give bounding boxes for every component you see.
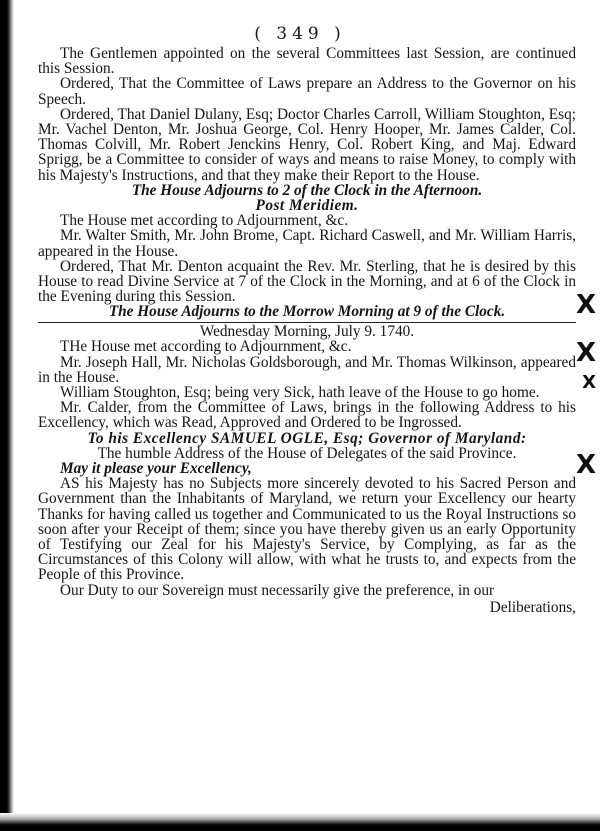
paragraph-house-met-2: THe House met according to Adjournment, &c. xyxy=(60,338,352,356)
paragraph-committees-continued: The Gentlemen appointed on the several Committees last Session, are continued this Session. xyxy=(38,45,576,78)
address-title: The humble Address of the House of Delegates of the said Province. xyxy=(97,444,517,462)
document-body xyxy=(38,46,576,615)
paragraph-order-committee: Ordered, That Daniel Dulany, Esq; Doctor Charles Carroll, William Stoughton, Esq; Mr. Vachel Denton, Mr. Joshua George, Col. Henry Hooper, Mr. James Calder, Col. Thomas Colvill, Mr. Robert Jenckins Henry, Col. Robert King, and Maj. Edward Sprigg, be a Committee to consider of ways and means to raise Money, to comply with his Majesty's Instructions, and that they make their Report to the House. xyxy=(38,105,576,184)
scan-left-edge xyxy=(0,0,14,831)
catchword: Deliberations, xyxy=(489,598,576,616)
adjournment-morrow: The House Adjourns to the Morrow Morning at 9 of the Clock. xyxy=(108,303,506,321)
paragraph-order-sterling: Ordered, That Mr. Denton acquaint the Rev. Mr. Sterling, that he is desired by this House to read Divine Service at 7 of the Clock in the Morning, and at 6 of the Clock in the Evening during this Session. xyxy=(38,257,576,306)
paragraph-stoughton-leave: William Stoughton, Esq; being very Sick, hath leave of the House to go home. xyxy=(60,383,540,401)
address-body: AS his Majesty has no Subjects more sincerely devoted to his Sacred Person and Government than the Inhabitants of Maryland, we return your Excellency our hearty Thanks for having called us together and Communicated to us the Royal Instructions so soon after your Receipt of them; since you have thereby given us an early Opportunity of Testifying our Zeal for his Majesty's Service, by Complying, as far as the Circumstances of this Colony will allow, with what he trusts to, and expects from the People of this Province. xyxy=(38,475,576,584)
post-meridiem-heading: Post Meridiem. xyxy=(255,197,359,215)
address-continuation: Our Duty to our Sovereign must necessarily give the preference, in our xyxy=(60,581,495,599)
date-heading: Wednesday Morning, July 9. 1740. xyxy=(199,323,415,341)
paragraph-order-address: Ordered, That the Committee of Laws prepare an Address to the Governor on his Speech. xyxy=(38,75,576,108)
margin-mark: X xyxy=(575,450,596,480)
margin-mark: X xyxy=(575,338,596,368)
margin-mark: X xyxy=(575,290,596,320)
paragraph-members-appeared-2: Mr. Joseph Hall, Mr. Nicholas Goldsborough, and Mr. Thomas Wilkinson, appeared in the House. xyxy=(38,353,576,386)
scan-bottom-edge xyxy=(0,813,600,831)
paragraph-members-appeared: Mr. Walter Smith, Mr. John Brome, Capt. Richard Caswell, and Mr. William Harris, appeared in the House. xyxy=(38,227,576,260)
paragraph-house-met: The House met according to Adjournment, &c. xyxy=(60,212,349,230)
adjournment-afternoon: The House Adjourns to 2 of the Clock in the Afternoon. xyxy=(131,181,483,199)
paragraph-calder-address: Mr. Calder, from the Committee of Laws, brings in the following Address to his Excellency, which was Read, Approved and Ordered to be Ingrossed. xyxy=(38,399,576,432)
page-number: ( 349 ) xyxy=(254,24,346,44)
margin-mark: X xyxy=(582,372,596,393)
address-opening: May it please your Excellency, xyxy=(60,459,252,477)
address-salutation: To his Excellency SAMUEL OGLE, Esq; Governor of Maryland: xyxy=(87,429,527,447)
